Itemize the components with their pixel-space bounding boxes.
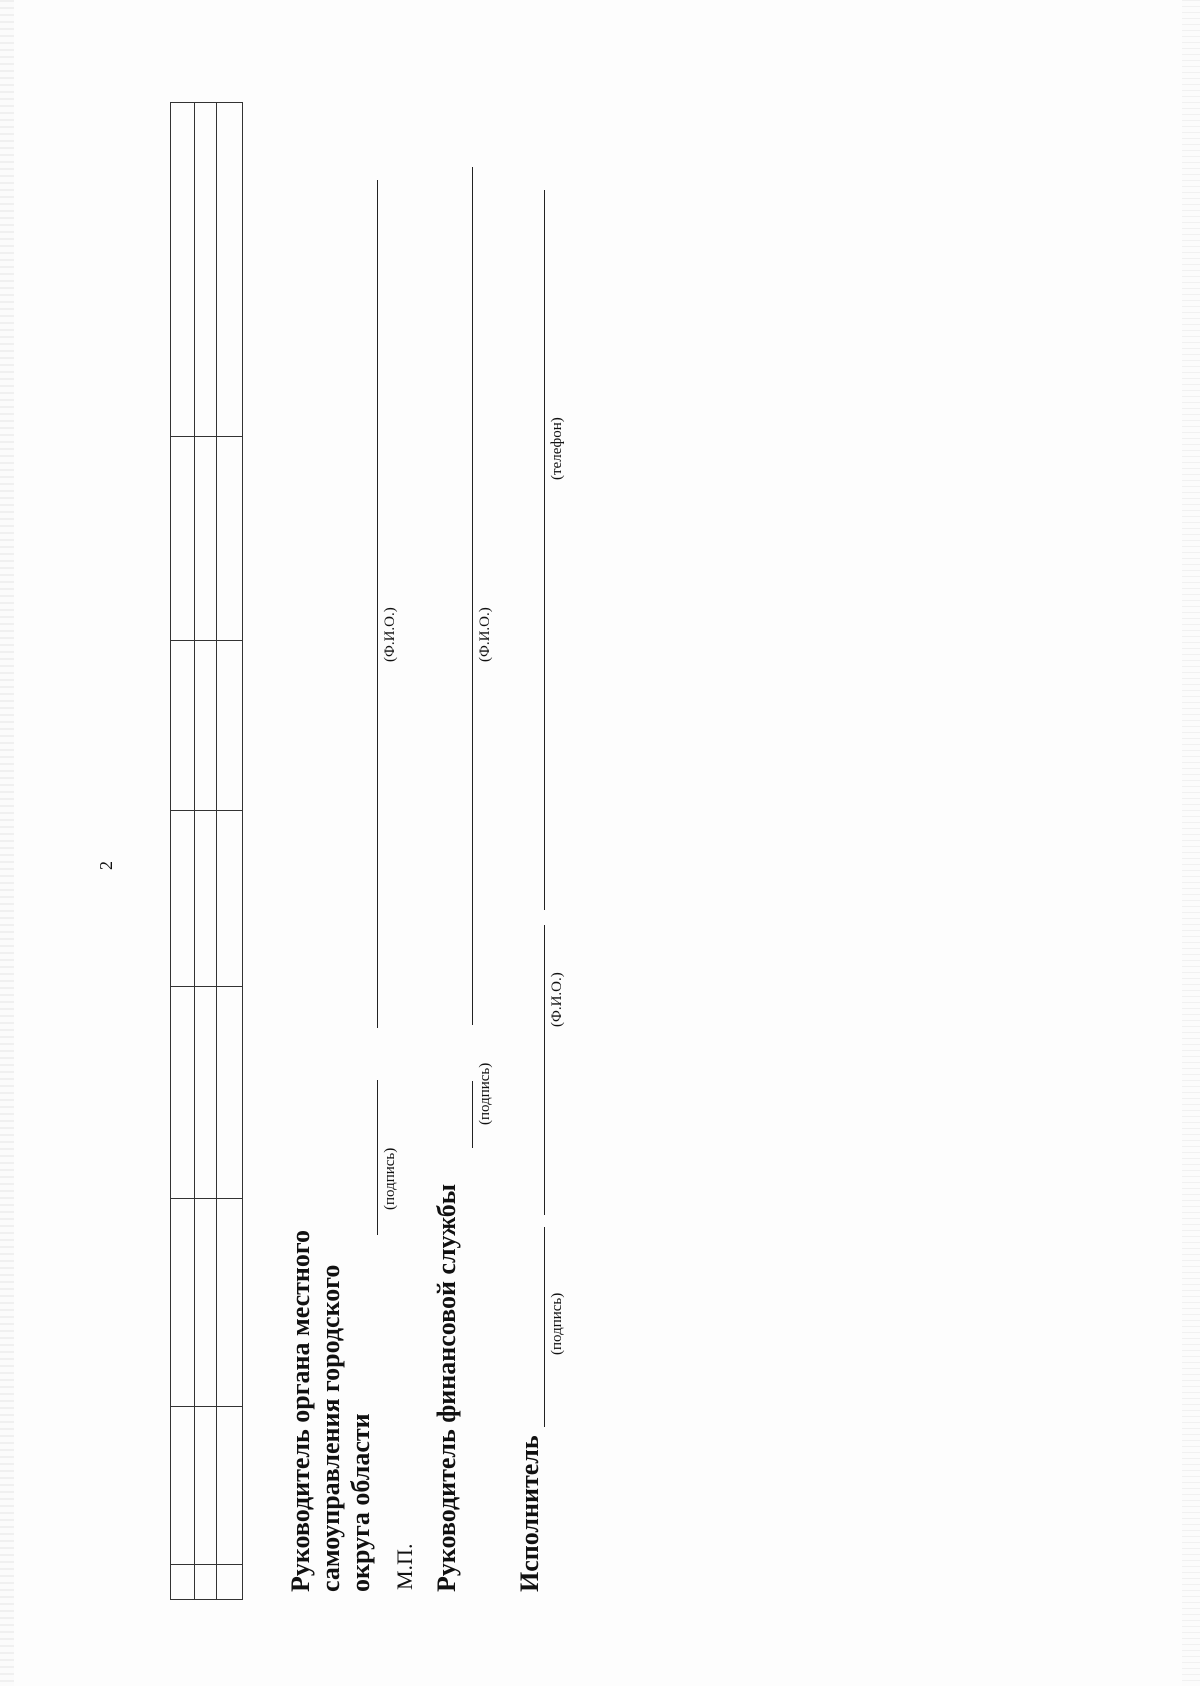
- head-org-title-line-3: округа области: [346, 1413, 375, 1592]
- head-org-name-line[interactable]: [377, 180, 378, 1028]
- head-finance-title: Руководитель финансовой службы: [432, 1183, 461, 1592]
- head-org-signature-caption: (подпись): [382, 1147, 398, 1210]
- table-row: [195, 103, 217, 1600]
- table-cell: [217, 103, 243, 437]
- table-row: [217, 103, 243, 1600]
- head-org-title-line-2: самоуправления городского: [316, 1264, 345, 1592]
- table-cell: [217, 437, 243, 641]
- table-cell: [217, 1199, 243, 1407]
- table-cell: [195, 437, 217, 641]
- head-org-signature-line[interactable]: [377, 1080, 378, 1235]
- page-number: 2: [96, 861, 116, 870]
- blank-table: [170, 102, 243, 1600]
- head-finance-signature-caption: (подпись): [477, 1062, 493, 1125]
- table-cell: [217, 1565, 243, 1600]
- executor-name-line[interactable]: [544, 925, 545, 1215]
- table-cell: [217, 641, 243, 811]
- head-finance-signature-line[interactable]: [472, 1081, 473, 1148]
- table-cell: [171, 437, 195, 641]
- table-cell: [217, 811, 243, 987]
- table-cell: [171, 641, 195, 811]
- table-cell: [171, 103, 195, 437]
- table-cell: [195, 1407, 217, 1565]
- scan-edge-right: [1182, 0, 1200, 1686]
- table-cell: [195, 987, 217, 1199]
- executor-signature-caption: (подпись): [549, 1292, 565, 1355]
- table-cell: [195, 811, 217, 987]
- rotated-content: [96, 100, 750, 1600]
- executor-phone-line[interactable]: [544, 190, 545, 910]
- table-cell: [171, 1407, 195, 1565]
- table-cell: [195, 1565, 217, 1600]
- table-cell: [195, 103, 217, 437]
- table-cell: [171, 987, 195, 1199]
- scan-edge-left: [0, 0, 14, 1686]
- executor-name-caption: (Ф.И.О.): [549, 972, 565, 1027]
- executor-phone-caption: (телефон): [549, 417, 565, 480]
- table-cell: [171, 1565, 195, 1600]
- stamp-label: М.П.: [392, 1543, 417, 1590]
- table-row: [171, 103, 195, 1600]
- table-cell: [171, 811, 195, 987]
- head-org-title-line-1: Руководитель органа местного: [286, 1229, 315, 1592]
- table-cell: [195, 641, 217, 811]
- table-cell: [195, 1199, 217, 1407]
- executor-signature-line[interactable]: [544, 1227, 545, 1427]
- table-cell: [171, 1199, 195, 1407]
- head-finance-name-line[interactable]: [472, 167, 473, 1025]
- head-finance-name-caption: (Ф.И.О.): [477, 607, 493, 662]
- executor-title: Исполнитель: [515, 1435, 544, 1592]
- head-org-name-caption: (Ф.И.О.): [382, 607, 398, 662]
- table-cell: [217, 987, 243, 1199]
- table-cell: [217, 1407, 243, 1565]
